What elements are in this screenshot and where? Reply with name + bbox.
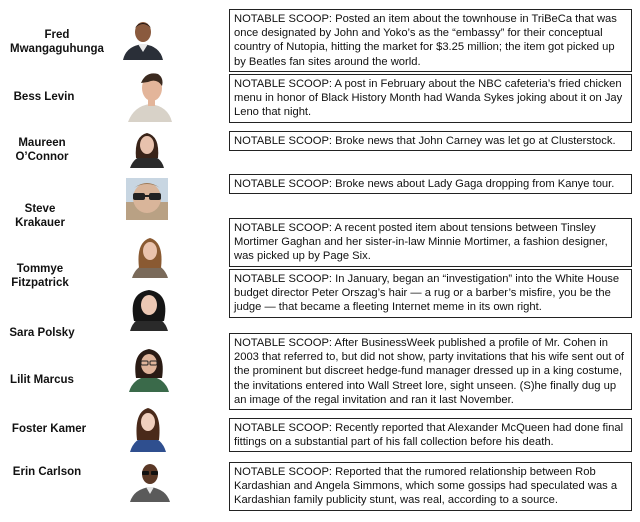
maureen-photo [124, 126, 170, 168]
person-name: Tommye Fitzpatrick [11, 263, 69, 289]
scoop-text-box: NOTABLE SCOOP: A recent posted item about tensions between Tinsley Mortimer Gaghan and her sister-in-law Minnie Mortimer, a fashion designer, was picked up by Page Six. [229, 218, 632, 267]
steve-photo [126, 178, 168, 220]
scoop-text-box: NOTABLE SCOOP: Posted an item about the townhouse in TriBeCa that was once designated by John and Yoko’s as the “embassy” for their conceptual country of Nutopia, hitting the market for $3.25 million; the item got picked up by Beatles fan sites around the world. [229, 9, 632, 72]
tommye-photo [128, 232, 172, 278]
bess-photo [124, 68, 174, 122]
foster-photo [126, 402, 170, 452]
erin-photo [126, 458, 174, 502]
scoop-text-box: NOTABLE SCOOP: After BusinessWeek published a profile of Mr. Cohen in 2003 that referred to, but did not show, party invitations that his wife sent out of the prominent but discreet hedge-fund manager dressed up in a king costume, the invitations entered into Wall Street lore, sight unseen. (S)he finally dug up an image of the regal invitation and ran it last November. [229, 333, 632, 410]
person-name: Foster Kamer [11, 423, 87, 435]
scoop-text-box: NOTABLE SCOOP: Broke news about Lady Gaga dropping from Kanye tour. [229, 174, 632, 194]
person-name: Steve Krakauer [15, 203, 65, 229]
person-name: Erin Carlson [12, 466, 82, 478]
lilit-photo [124, 344, 174, 392]
person-name: Bess Levin [13, 91, 75, 103]
scoop-text-box: NOTABLE SCOOP: Broke news that John Carney was let go at Clusterstock. [229, 131, 632, 151]
scoop-text-box: NOTABLE SCOOP: In January, began an “investigation” into the White House budget director Peter Orszag’s hair — a rug or a barber’s misfire, you be the judge — that became a fleeting Internet meme in its own right. [229, 269, 632, 318]
sara-photo [122, 285, 176, 331]
scoop-text-box: NOTABLE SCOOP: Recently reported that Alexander McQueen had done final fittings on a substantial part of his fall collection before his death. [229, 418, 632, 452]
fred-photo [118, 16, 168, 60]
person-name: Lilit Marcus [10, 374, 74, 386]
person-name: Maureen O’Connor [15, 137, 69, 163]
scoop-text-box: NOTABLE SCOOP: Reported that the rumored relationship between Rob Kardashian and Angela Simmons, which some gossips had speculated was a Kardashian family publicity stunt, was real, according to a source. [229, 462, 632, 511]
person-name: Sara Polsky [9, 327, 75, 339]
scoop-text-box: NOTABLE SCOOP: A post in February about the NBC cafeteria’s fried chicken menu in honor of Black History Month had Wanda Sykes joking about it on Jay Leno that night. [229, 74, 632, 123]
person-name: Fred Mwangaguhunga [10, 29, 104, 55]
